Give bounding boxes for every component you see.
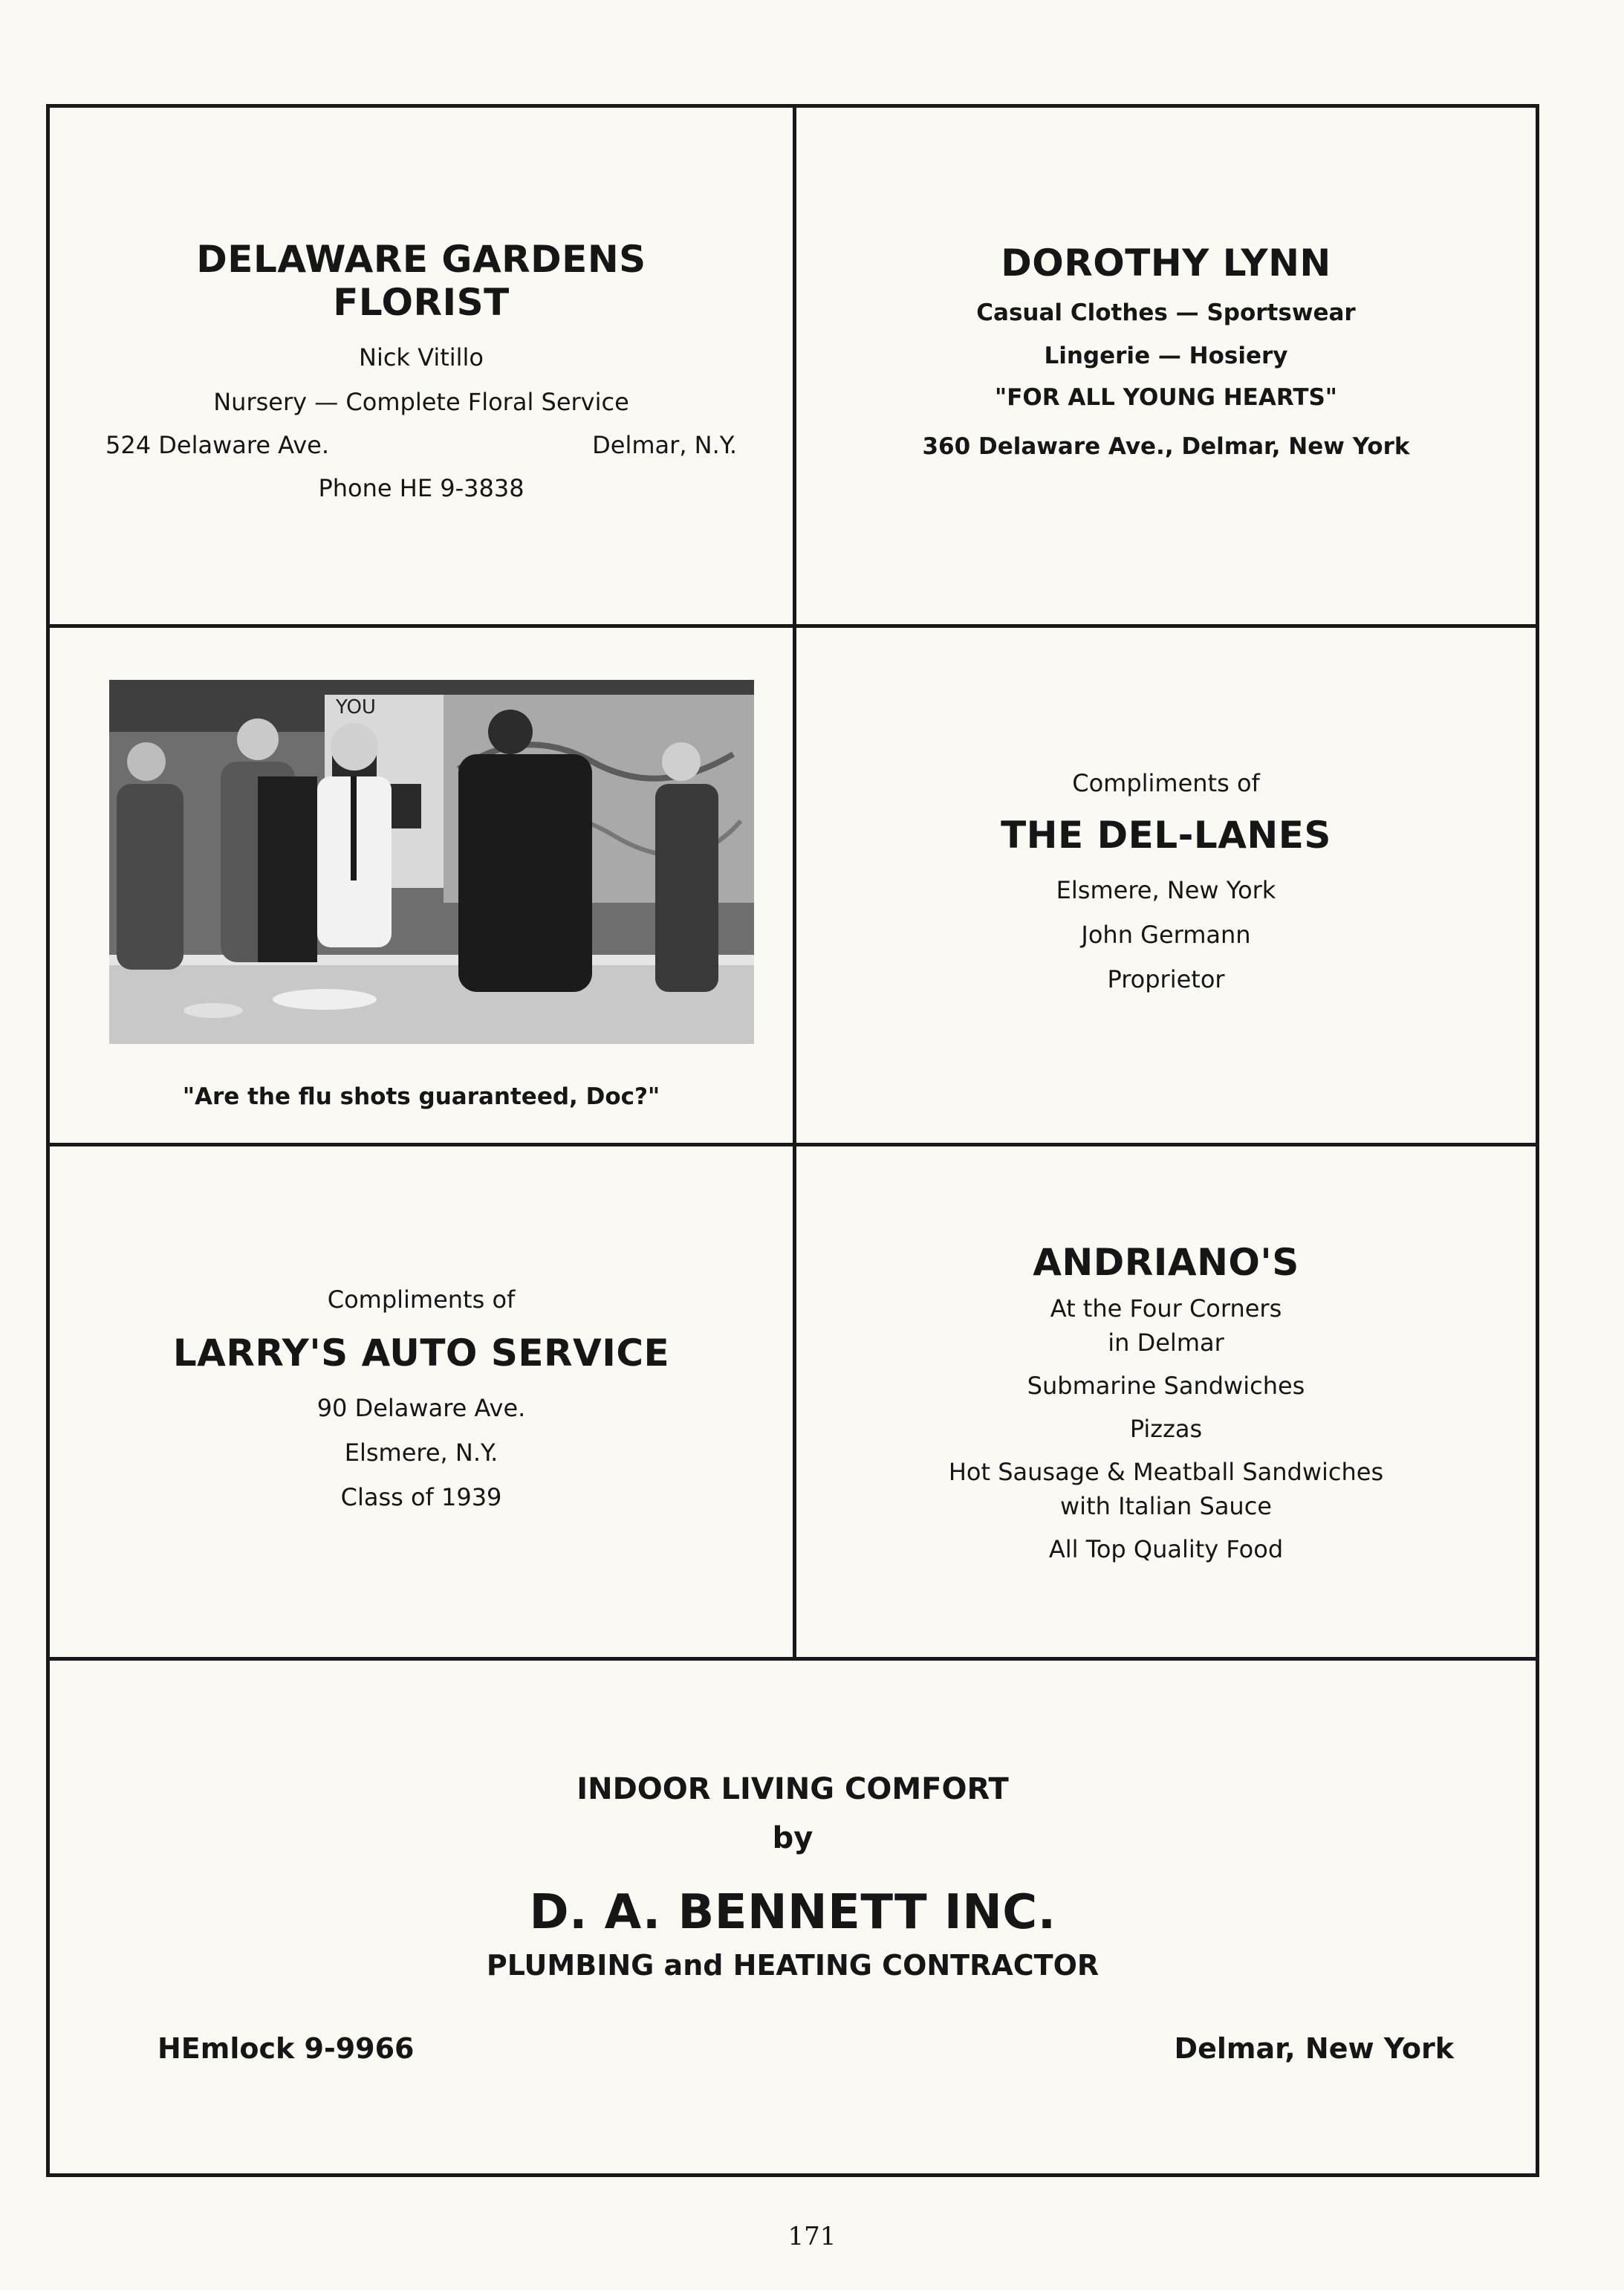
andrianos-name: ANDRIANO'S	[1033, 1241, 1299, 1284]
andrianos-item4: with Italian Sauce	[1060, 1492, 1272, 1520]
bennett-name: D. A. BENNETT INC.	[529, 1885, 1056, 1940]
page-number: 171	[787, 2222, 837, 2251]
florist-address-row	[105, 431, 737, 459]
bennett-ad	[50, 1772, 1536, 1982]
larrys-address: 90 Delaware Ave.	[316, 1394, 526, 1422]
row-divider-1	[50, 624, 1536, 628]
dellanes-intro: Compliments of	[1072, 769, 1260, 797]
bennett-location	[1175, 2032, 1454, 2065]
florist-services: Nursery — Complete Floral Service	[213, 388, 629, 416]
andrianos-item5: All Top Quality Food	[1048, 1535, 1284, 1563]
row-divider-3	[50, 1657, 1536, 1661]
del-lanes-ad	[796, 769, 1536, 993]
dellanes-name: THE DEL-LANES	[1001, 814, 1331, 857]
bennett-trade: PLUMBING and HEATING CONTRACTOR	[486, 1949, 1100, 1982]
dorothy-line2: Lingerie — Hosiery	[1044, 343, 1288, 369]
dorothy-address: 360 Delaware Ave., Delmar, New York	[922, 433, 1410, 460]
dorothy-lynn-ad	[796, 241, 1536, 460]
dorothy-slogan: "FOR ALL YOUNG HEARTS"	[995, 384, 1337, 411]
florist-city: Delmar, N.Y.	[592, 431, 737, 459]
dellanes-owner: John Germann	[1081, 921, 1251, 949]
photo-caption	[50, 1083, 793, 1110]
andrianos-item3: Hot Sausage & Meatball Sandwiches	[948, 1458, 1384, 1486]
dorothy-line1: Casual Clothes — Sportswear	[976, 299, 1356, 326]
photo-illustration	[109, 680, 754, 1044]
larrys-intro: Compliments of	[327, 1285, 516, 1314]
bennett-location-text: Delmar, New York	[1174, 2032, 1454, 2065]
andrianos-line2: in Delmar	[1108, 1329, 1224, 1357]
dellanes-location: Elsmere, New York	[1056, 876, 1276, 904]
larrys-auto-ad	[50, 1285, 793, 1511]
photo-sign-text: YOU	[336, 696, 376, 719]
dellanes-title: Proprietor	[1107, 965, 1225, 993]
bennett-phone	[157, 2032, 415, 2065]
photo-flu-shots	[109, 680, 754, 1044]
andrianos-ad	[796, 1241, 1536, 1563]
photo-caption-text: "Are the flu shots guaranteed, Doc?"	[182, 1083, 660, 1110]
florist-name: DELAWARE GARDENS FLORIST	[196, 238, 646, 324]
florist-owner: Nick Vitillo	[359, 343, 484, 372]
florist-address: 524 Delaware Ave.	[105, 431, 329, 459]
dorothy-name: DOROTHY LYNN	[1001, 241, 1331, 285]
bennett-by: by	[772, 1821, 813, 1855]
bennett-phone-text: HEmlock 9-9966	[157, 2032, 415, 2065]
larrys-class: Class of 1939	[340, 1483, 502, 1511]
larrys-city: Elsmere, N.Y.	[344, 1438, 498, 1467]
andrianos-item1: Submarine Sandwiches	[1027, 1372, 1305, 1400]
ad-grid	[46, 104, 1539, 2177]
larrys-name: LARRY'S AUTO SERVICE	[172, 1331, 670, 1375]
andrianos-item2: Pizzas	[1129, 1415, 1203, 1443]
florist-ad	[105, 238, 737, 502]
bennett-tagline: INDOOR LIVING COMFORT	[576, 1772, 1009, 1806]
row-divider-2	[50, 1143, 1536, 1146]
florist-phone: Phone HE 9-3838	[318, 474, 524, 502]
andrianos-line1: At the Four Corners	[1050, 1294, 1282, 1323]
